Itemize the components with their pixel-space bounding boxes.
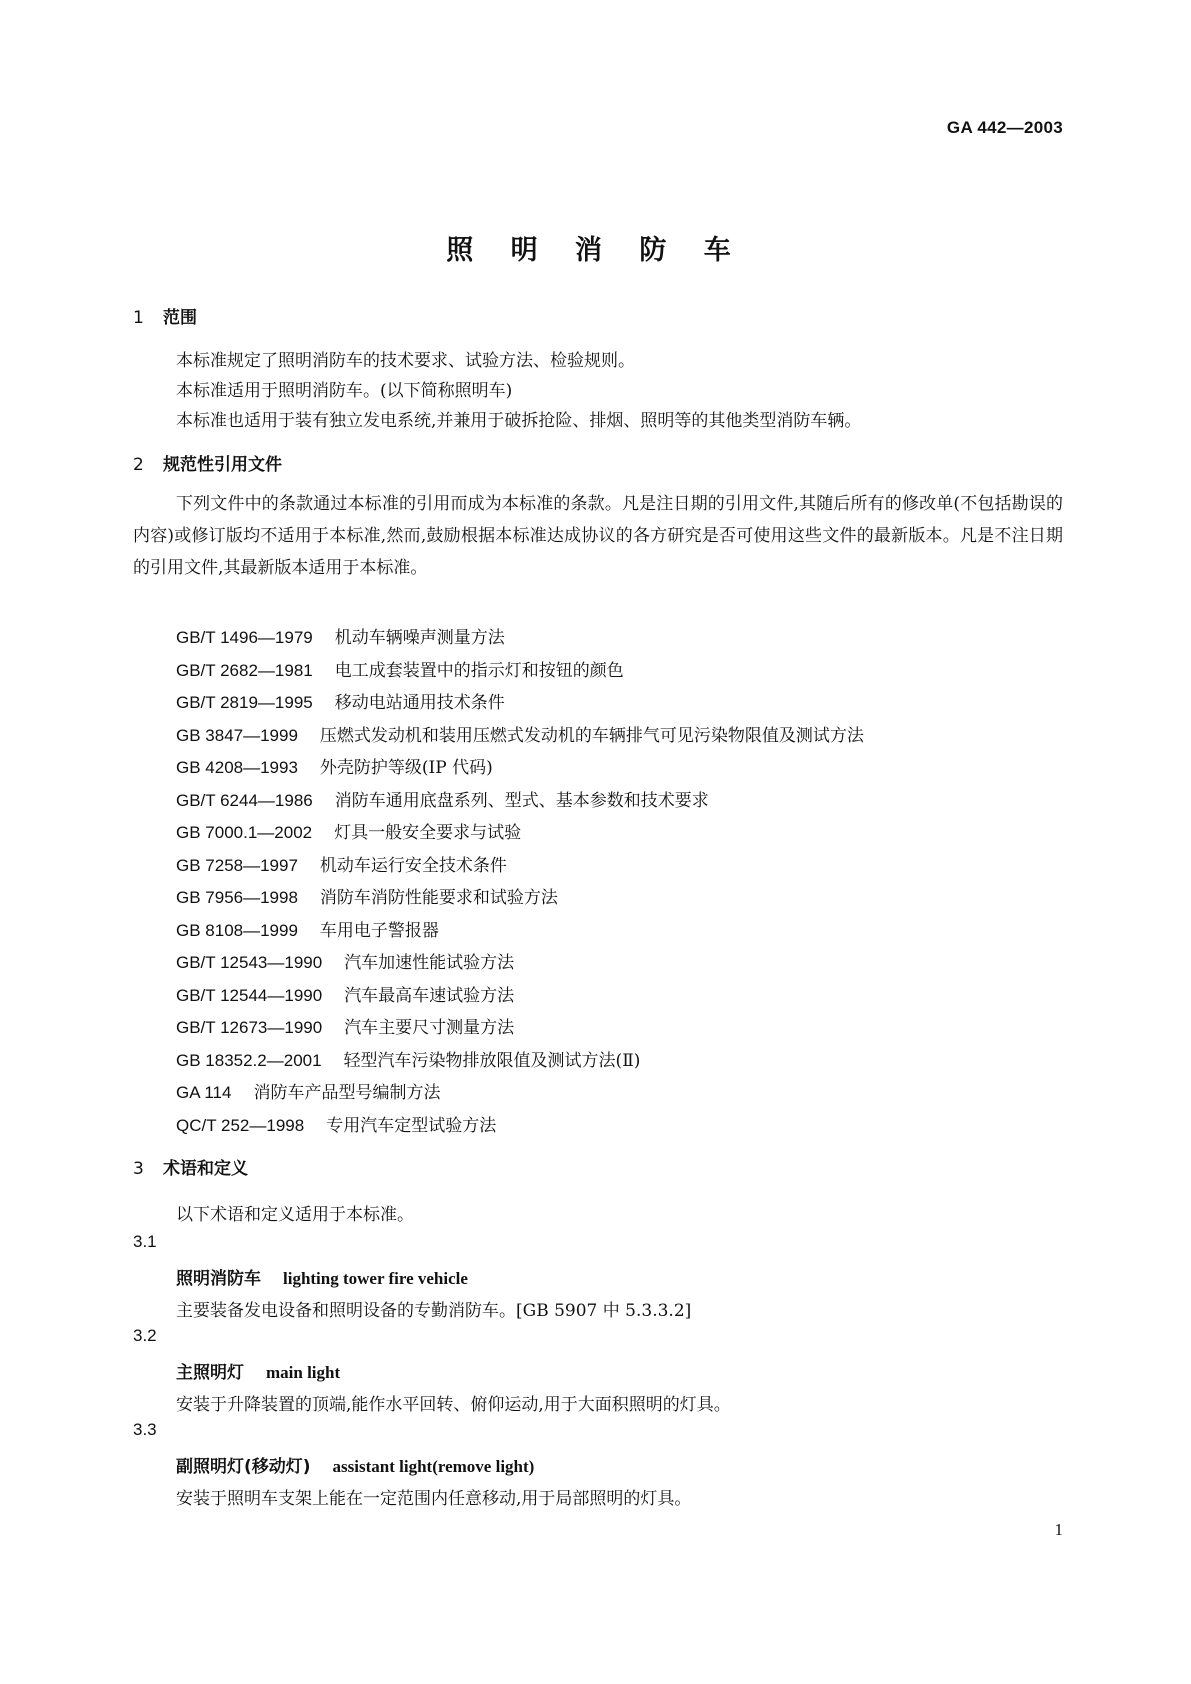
reference-title: 消防车消防性能要求和试验方法 [319, 888, 558, 908]
term-heading [176, 1264, 468, 1289]
document-title: 照 明 消 防 车 [446, 235, 745, 266]
paragraph: 本标准适用于照明消防车。(以下简称照明车) [176, 381, 513, 401]
term-definition: 安装于照明车支架上能在一定范围内任意移动,用于局部照明的灯具。 [176, 1489, 692, 1509]
reference-title: 移动电站通用技术条件 [334, 693, 505, 713]
normative-references-list [176, 622, 864, 1142]
reference-item [176, 687, 864, 720]
reference-item [176, 947, 864, 980]
reference-code: GB 7000.1—2002 [176, 823, 313, 842]
term-en: assistant light(remove light) [332, 1457, 535, 1476]
paragraph: 以下术语和定义适用于本标准。 [176, 1205, 414, 1225]
reference-code: GB 7258—1997 [176, 855, 298, 875]
reference-code: GB/T 12543—1990 [176, 953, 323, 972]
section-number: 2 [133, 455, 144, 475]
reference-item [176, 1110, 864, 1143]
references-intro-paragraph: 下列文件中的条款通过本标准的引用而成为本标准的条款。凡是注日期的引用文件,其随后所有的修改单(不包括勘误的内容)或修订版均不适用于本标准,然而,鼓励根据本标准达成协议的各方研究是否可使用这些文件的最新版本。凡是不注日期的引用文件,其最新版本适用于本标准。 [133, 494, 1063, 578]
reference-code: GB/T 6244—1986 [176, 790, 313, 810]
section-title: 范围 [163, 308, 197, 328]
reference-code: GB/T 12673—1990 [176, 1018, 323, 1037]
reference-title: 汽车最高车速试验方法 [344, 985, 515, 1006]
term-zh: 副照明灯(移动灯) [176, 1457, 311, 1477]
standard-code: GA 442—2003 [946, 118, 1063, 137]
reference-item [176, 850, 864, 883]
section-2-heading [133, 450, 282, 475]
reference-code: GB 7956—1998 [176, 888, 298, 907]
reference-code: GB/T 1496—1979 [176, 628, 313, 647]
reference-item [176, 915, 864, 948]
reference-title: 消防车通用底盘系列、型式、基本参数和技术要求 [334, 790, 709, 811]
term-en: lighting tower fire vehicle [283, 1269, 468, 1288]
reference-title: 汽车主要尺寸测量方法 [344, 1018, 515, 1038]
reference-item [176, 622, 864, 655]
reference-code: GB 4208—1993 [176, 758, 298, 777]
reference-item [176, 720, 864, 753]
reference-code: GA 114 [176, 1083, 232, 1102]
reference-title: 汽车加速性能试验方法 [344, 953, 515, 973]
section-1-heading [133, 303, 197, 328]
clause-number: 3.1 [133, 1232, 157, 1251]
reference-item [176, 1077, 864, 1110]
reference-code: GB/T 2682—1981 [176, 660, 313, 680]
reference-code: GB 3847—1999 [176, 725, 298, 745]
reference-code: QC/T 252—1998 [176, 1115, 305, 1135]
term-zh: 照明消防车 [176, 1269, 261, 1289]
paragraph: 本标准也适用于装有独立发电系统,并兼用于破拆抢险、排烟、照明等的其他类型消防车辆。 [176, 411, 862, 431]
reference-title: 压燃式发动机和装用压燃式发动机的车辆排气可见污染物限值及测试方法 [319, 725, 864, 746]
reference-code: GB/T 2819—1995 [176, 693, 313, 712]
section-number: 3 [133, 1159, 144, 1179]
term-en: main light [266, 1363, 341, 1382]
reference-item [176, 655, 864, 688]
reference-title: 机动车运行安全技术条件 [319, 855, 507, 876]
term-heading [176, 1452, 534, 1477]
reference-title: 电工成套装置中的指示灯和按钮的颜色 [334, 660, 624, 681]
term-definition: 安装于升降装置的顶端,能作水平回转、俯仰运动,用于大面积照明的灯具。 [176, 1395, 731, 1415]
reference-title: 专用汽车定型试验方法 [326, 1115, 497, 1136]
term-zh: 主照明灯 [176, 1363, 244, 1383]
reference-code: GB 8108—1999 [176, 920, 298, 940]
section-title: 规范性引用文件 [163, 455, 282, 475]
paragraph: 本标准规定了照明消防车的技术要求、试验方法、检验规则。 [176, 351, 635, 371]
clause-number: 3.3 [133, 1420, 157, 1439]
reference-title: 车用电子警报器 [319, 920, 439, 941]
reference-title: 外壳防护等级(IP 代码) [319, 758, 493, 778]
clause-number: 3.2 [133, 1326, 157, 1345]
reference-item [176, 1012, 864, 1045]
reference-title: 灯具一般安全要求与试验 [334, 823, 522, 843]
term-heading [176, 1358, 340, 1383]
section-title: 术语和定义 [163, 1159, 248, 1179]
section-3-heading [133, 1154, 248, 1179]
reference-item [176, 980, 864, 1013]
reference-item [176, 785, 864, 818]
reference-code: GB 18352.2—2001 [176, 1050, 322, 1070]
reference-title: 轻型汽车污染物排放限值及测试方法(Ⅱ) [343, 1050, 641, 1071]
page-number: 1 [1054, 1520, 1063, 1539]
reference-item [176, 752, 864, 785]
reference-item [176, 817, 864, 850]
section-number: 1 [133, 308, 144, 328]
reference-item [176, 1045, 864, 1078]
reference-title: 机动车辆噪声测量方法 [334, 628, 505, 648]
reference-code: GB/T 12544—1990 [176, 985, 323, 1005]
reference-item [176, 882, 864, 915]
reference-title: 消防车产品型号编制方法 [253, 1083, 441, 1103]
term-definition: 主要装备发电设备和照明设备的专勤消防车。[GB 5907 中 5.3.3.2] [176, 1301, 692, 1321]
